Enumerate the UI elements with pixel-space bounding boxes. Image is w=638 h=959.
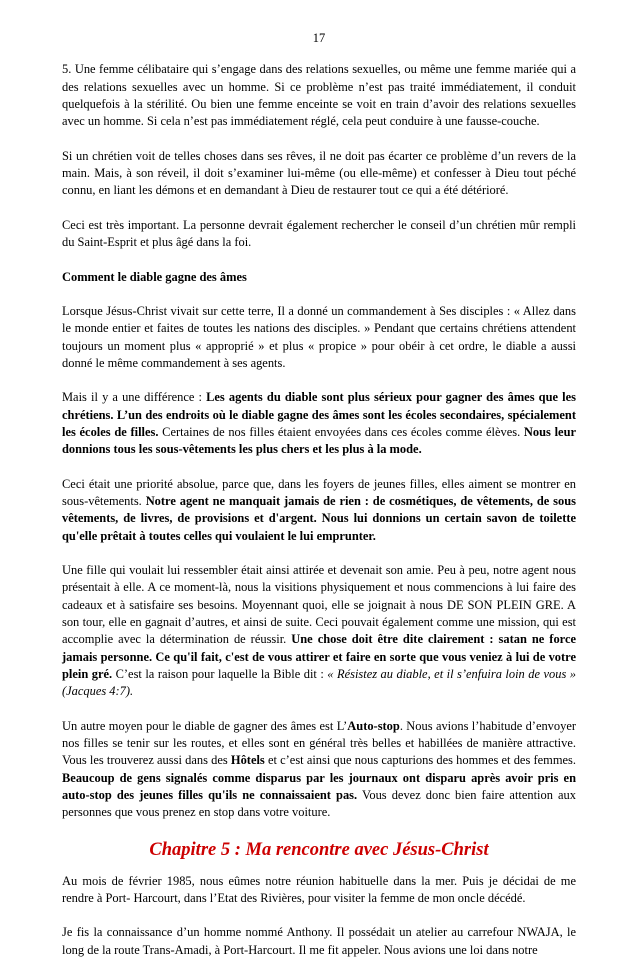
p7-text-c: C’est la raison pour laquelle la Bible dit : — [112, 666, 328, 681]
paragraph-6 — [62, 476, 576, 545]
p7-bold-b: Une chose doit être dite clairement : satan ne force jamais personne. Ce qu'il fait, c'est de vous attirer et faire en sorte que vous veniez à lui de votre plein gré. — [62, 632, 577, 681]
p7-bible-quote: « Résistez au diable, et il s’enfuira loin de vous » (Jacques 4:7). — [62, 666, 576, 699]
paragraph-10: Je fis la connaissance d’un homme nommé Anthony. Il possédait un atelier au carrefour NWAJA, le long de la route Trans-Amadi, à Port-Harcourt. Il me fit appeler. Nous avions une loi dans notre — [62, 925, 576, 957]
chapter-title: Chapitre 5 : Ma rencontre avec Jésus-Christ — [149, 839, 489, 860]
paragraph-5 — [62, 389, 576, 458]
paragraph-9: Au mois de février 1985, nous eûmes notre réunion habituelle dans la mer. Puis je décidai de me rendre à Port- Harcourt, dans l’Etat des Rivières, pour visiter la femme de mon oncle décédé. — [62, 873, 576, 905]
p5-bold-d: Nous leur donnions tous les sous-vêtements les plus chers et les plus à la mode. — [62, 424, 577, 457]
section-heading: Comment le diable gagne des âmes — [62, 269, 247, 284]
p5-text-a: Mais il y a une différence : — [62, 390, 207, 405]
p8-text-a: Un autre moyen pour le diable de gagner des âmes est L’ — [62, 718, 348, 733]
paragraph-7 — [62, 562, 576, 700]
p8-bold-f: Beaucoup de gens signalés comme disparus par les journaux ont disparu après avoir pris en auto-stop des jeunes filles qu'ils ne connaissaient pas. — [62, 770, 576, 802]
p8-bold-autostop: Auto-stop — [347, 718, 400, 733]
p8-text-g: Vous devez donc bien faire attention aux personnes que vous prenez en stop dans votre voiture. — [62, 787, 576, 820]
paragraph-4: Lorsque Jésus-Christ vivait sur cette terre, Il a donné un commandement à Ses disciples : « Allez dans le monde entier et faites de toutes les nations des disciples. » Pendant que certains chrétiens attendent toujours un moment plus « approprié » et plus « propice » pour obéir à cet ordre, le diable a aussi donné le même commandement à ses agents. — [62, 304, 576, 370]
p8-text-c: . Nous avions l’habitude d’envoyer nos filles se tenir sur les routes, et elles sont en général très belles et habillées de manière attractive. Vous les trouverez aussi dans des — [62, 718, 576, 768]
paragraph-2: Si un chrétien voit de telles choses dans ses rêves, il ne doit pas écarter ce problème d’un revers de la main. Mais, à son réveil, il doit s’examiner lui-même (ou elle-même) et confesser à Dieu tout péché connu, en liant les démons et en demandant à Dieu de restaurer tout ce qui a été détérioré. — [62, 148, 576, 198]
p5-text-c: Certaines de nos filles étaient envoyées dans ces écoles comme élèves. — [158, 424, 524, 439]
p5-bold-b: Les agents du diable sont plus sérieux pour gagner des âmes que les chrétiens. L’un des endroits où le diable gagne des âmes sont les écoles secondaires, spécialement les écoles de filles. — [62, 390, 576, 439]
paragraph-8 — [62, 718, 576, 822]
page-number: 17 — [312, 31, 326, 45]
p8-bold-hotels: Hôtels — [230, 753, 265, 768]
paragraph-1: 5. Une femme célibataire qui s’engage dans des relations sexuelles, ou même une femme mariée qui a des relations sexuelles avec un homme. Si ce problème n’est pas traité immédiatement, il conduit quelquefois à la stérilité. Ou bien une femme enceinte se voit en train d’avoir des relations sexuelles avec un homme. Si cela n’est pas immédiatement réglé, cela peut conduire à une fausse-couche. — [62, 62, 576, 129]
p7-text-a: Une fille qui voulait lui ressembler était ainsi attirée et devenait son amie. Peu à peu, notre agent nous présentait à elle. A ce moment-là, nous la visitions physiquement et nous commencions à lui faire des cadeaux et à satisfaire ses besoins. Moyennant quoi, elle se joignait à nous DE SON PLEIN GRE. A son tour, elle en gagnait d’autres, et ainsi de suite. Ceci pouvait également comme une mission, qui est accomplie avec la détermination de réussir. — [62, 563, 576, 647]
paragraph-3: Ceci est très important. La personne devrait également rechercher le conseil d’un chrétien mûr rempli du Saint-Esprit et plus âgé dans la foi. — [62, 217, 576, 250]
p8-text-e: et c’est ainsi que nous capturions des hommes et des femmes. — [264, 753, 576, 768]
p6-text-a: Ceci était une priorité absolue, parce que, dans les foyers de jeunes filles, elles aiment se montrer en sous-vêtements. — [62, 476, 576, 509]
p6-bold-b: Notre agent ne manquait jamais de rien : de cosmétiques, de vêtements, de sous vêtements, de livres, de provisions et d'argent. Nous lui donnions un certain savon de toilette qu'elle prêtait à toutes celles qui voulaient le lui emprunter. — [62, 494, 576, 543]
